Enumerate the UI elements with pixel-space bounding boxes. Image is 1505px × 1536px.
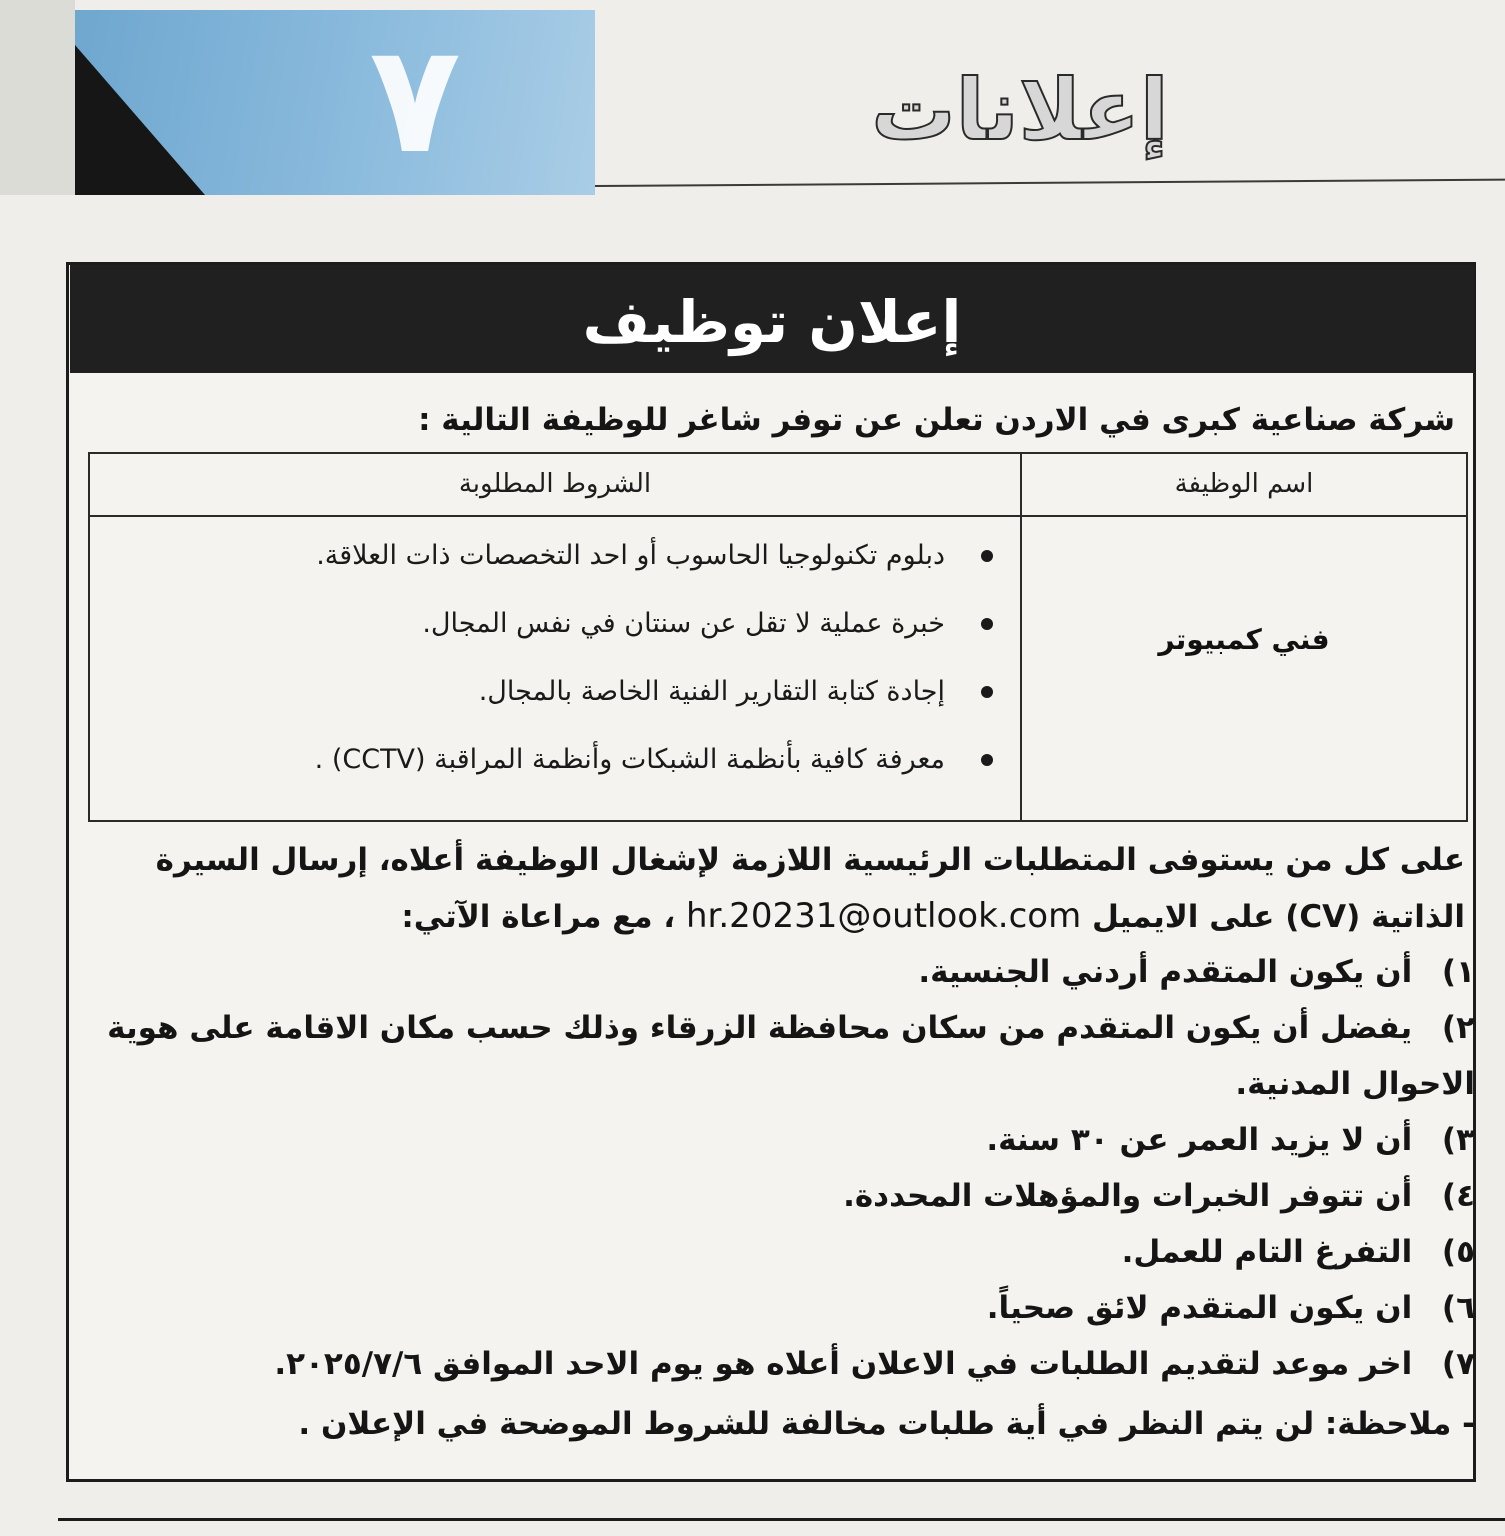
instructions-line-1: على كل من يستوفى المتطلبات الرئيسية اللازمة لإشغال الوظيفة أعلاه، إرسال السيرة: [155, 842, 1465, 878]
bullet-icon: [981, 754, 993, 766]
instructions-line-2-end: ، مع مراعاة الآتي:: [401, 899, 686, 935]
list-item: [120, 522, 1005, 590]
condition-number: ٣): [1441, 1122, 1475, 1158]
requirement-text: دبلوم تكنولوجيا الحاسوب أو احد التخصصات ذات العلاقة.: [316, 540, 945, 571]
instructions-line-2-start: الذاتية (CV) على الايميل: [1081, 899, 1465, 935]
ad-intro: شركة صناعية كبرى في الاردن تعلن عن توفر شاغر للوظيفة التالية :: [418, 402, 1455, 438]
table-header-requirements: الشروط المطلوبة: [458, 469, 652, 499]
condition-number: ٧): [1441, 1346, 1475, 1382]
list-item: [100, 1336, 1475, 1392]
ad-note: - ملاحظة: لن يتم النظر في أية طلبات مخالفة للشروط الموضحة في الإعلان .: [298, 1406, 1475, 1442]
condition-number: ١): [1441, 954, 1475, 990]
bullet-icon: [981, 686, 993, 698]
list-item: [100, 1280, 1475, 1336]
header-divider: [595, 179, 1505, 187]
requirement-text: معرفة كافية بأنظمة الشبكات وأنظمة المراقبة (CCTV) .: [314, 744, 945, 775]
condition-text: أن لا يزيد العمر عن ٣٠ سنة.: [986, 1122, 1413, 1158]
application-instructions: [100, 832, 1465, 945]
list-item: [100, 1000, 1475, 1112]
condition-text: اخر موعد لتقديم الطلبات في الاعلان أعلاه هو يوم الاحد الموافق ٢٠٢٥/٧/٦.: [274, 1346, 1413, 1382]
page-margin: [0, 0, 75, 195]
job-name: فني كمبيوتر: [1158, 623, 1330, 656]
condition-text: أن تتوفر الخبرات والمؤهلات المحددة.: [843, 1178, 1413, 1214]
conditions-list: [100, 944, 1475, 1392]
list-item: [120, 658, 1005, 726]
list-item: [100, 1224, 1475, 1280]
instructions-line-2: [100, 888, 1465, 945]
table-header-job: اسم الوظيفة: [1174, 469, 1314, 499]
email-address[interactable]: hr.20231@outlook.com: [685, 896, 1082, 936]
bottom-divider: [58, 1518, 1505, 1521]
section-title: إعلانات: [871, 61, 1169, 159]
bullet-icon: [981, 618, 993, 630]
condition-text: التفرغ التام للعمل.: [1121, 1234, 1413, 1270]
list-item: [100, 1112, 1475, 1168]
table-header-divider: [88, 515, 1468, 517]
list-item: [120, 726, 1005, 794]
bullet-icon: [981, 550, 993, 562]
list-item: [100, 944, 1475, 1000]
condition-number: ٥): [1441, 1234, 1475, 1270]
requirement-text: إجادة كتابة التقارير الفنية الخاصة بالمجال.: [478, 676, 945, 707]
list-item: [100, 1168, 1475, 1224]
requirement-text: خبرة عملية لا تقل عن سنتان في نفس المجال.: [422, 608, 945, 639]
condition-text: ان يكون المتقدم لائق صحياً.: [986, 1290, 1413, 1326]
page-number: ٧: [369, 13, 461, 187]
condition-number: ٢): [1441, 1010, 1475, 1046]
requirements-list: [120, 522, 1005, 817]
condition-number: ٦): [1441, 1290, 1475, 1326]
list-item: [120, 590, 1005, 658]
condition-text: يفضل أن يكون المتقدم من سكان محافظة الزرقاء وذلك حسب مكان الاقامة على هوية الاحوال المدنية.: [107, 1010, 1475, 1102]
condition-number: ٤): [1441, 1178, 1475, 1214]
condition-text: أن يكون المتقدم أردني الجنسية.: [918, 954, 1413, 990]
ad-title: إعلان توظيف: [582, 288, 962, 356]
